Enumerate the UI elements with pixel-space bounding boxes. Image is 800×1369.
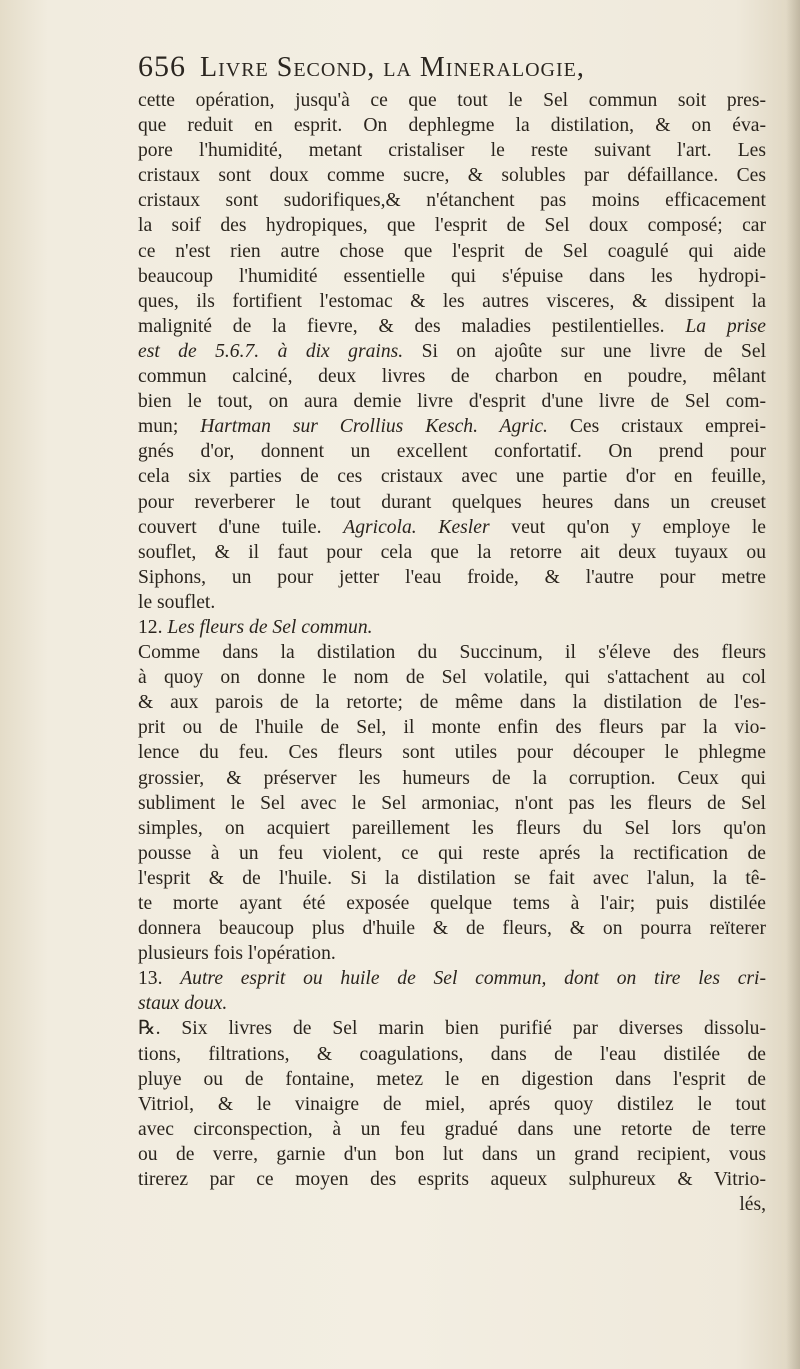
text-line: pousse à un feu violent, ce qui reste aprés la rectification de [138,842,766,864]
text-line: Vitriol, & le vinaigre de miel, aprés quoy distilez le tout [138,1093,766,1115]
text-line: lence du feu. Ces fleurs sont utiles pour découper le phlegme [138,742,766,764]
text-line: ques, ils fortifient l'estomac & les autres visceres, & dissipent la [138,290,766,312]
text-line: cristaux sont sudorifiques,& n'étanchent pas moins efficacement [138,190,766,212]
text-line: lés, [739,1194,766,1216]
text-line: souflet, & il faut pour cela que la retorre ait deux tuyaux ou [138,541,766,563]
text-line: ou de verre, garnie d'un bon lut dans un grand recipient, vous [138,1143,766,1165]
running-header [138,50,758,84]
text-line: ℞. Six livres de Sel marin bien purifié par diverses dissolu- [138,1018,766,1040]
text-line: pluye ou de fontaine, metez le en digestion dans l'esprit de [138,1068,766,1090]
text-line: couvert d'une tuile. Agricola. Kesler veut qu'on y employe le [138,516,766,538]
text-line: simples, on acquiert pareillement les fleurs du Sel lors qu'on [138,817,766,839]
page-edge-shadow [786,0,800,1369]
text-line: & aux parois de la retorte; de même dans la distilation de l'es- [138,692,766,714]
text-line: subliment le Sel avec le Sel armoniac, n'ont pas les fleurs de Sel [138,792,766,814]
text-line: à quoy on donne le nom de Sel volatile, qui s'attachent au col [138,667,766,689]
text-line: est de 5.6.7. à dix grains. Si on ajoûte sur une livre de Sel [138,340,767,362]
text-line: malignité de la fievre, & des maladies pestilentielles. La prise [138,315,767,337]
text-line: prit ou de l'huile de Sel, il monte enfin des fleurs par la vio- [138,717,766,739]
text-line: te morte ayant été exposée quelque tems à l'air; puis distilée [138,893,766,914]
text-line: ce n'est rien autre chose que l'esprit de Sel coagulé qui aide [138,240,766,262]
body-text [138,88,766,1217]
text-line: la soif des hydropiques, que l'esprit de Sel doux composé; car [138,215,766,237]
text-line: donnera beaucoup plus d'huile & de fleurs, & on pourra reïterer [138,918,766,940]
page-number: 656 [138,50,186,83]
text-line: mun; Hartman sur Crollius Kesch. Agric. Ces cristaux emprei- [138,416,766,438]
text-line: bien le tout, on aura demie livre d'esprit d'une livre de Sel com- [138,391,766,413]
text-line: le souflet. [138,591,216,613]
running-title: Livre Second, la Mineralogie, [200,52,585,83]
text-line: Comme dans la distilation du Succinum, il s'éleve des fleurs [138,642,766,664]
text-line: cristaux sont doux comme sucre, & solubles par défaillance. Ces [138,165,766,187]
text-line: plusieurs fois l'opération. [138,943,336,965]
text-line: staux doux. [138,993,228,1015]
text-line: grossier, & préserver les humeurs de la corruption. Ceux qui [138,767,766,789]
text-line: 12. Les fleurs de Sel commun. [138,616,373,638]
text-line: beaucoup l'humidité essentielle qui s'épuise dans les hydropi- [138,265,766,287]
text-line: pore l'humidité, metant cristaliser le reste suivant l'art. Les [138,140,766,162]
text-line: que reduit en esprit. On dephlegme la distilation, & on éva- [138,115,766,137]
text-line: cette opération, jusqu'à ce que tout le Sel commun soit pres- [138,90,766,111]
text-line: avec circonspection, à un feu gradué dans une retorte de terre [138,1118,766,1140]
text-line: tirerez par ce moyen des esprits aqueux sulphureux & Vitrio- [138,1169,766,1191]
text-line: tions, filtrations, & coagulations, dans de l'eau distilée de [138,1043,766,1065]
text-line: commun calciné, deux livres de charbon en poudre, mêlant [138,366,766,388]
text-line: Siphons, un pour jetter l'eau froide, & l'autre pour metre [138,566,766,588]
text-line: cela six parties de ces cristaux avec une partie d'or en feuille, [138,466,766,488]
text-line: l'esprit & de l'huile. Si la distilation se fait avec l'alun, la tê- [138,867,766,889]
text-line: pour reverberer le tout durant quelques heures dans un creuset [138,491,766,513]
text-line: 13. Autre esprit ou huile de Sel commun, dont on tire les cri- [138,968,766,990]
text-line: gnés d'or, donnent un excellent confortatif. On prend pour [138,441,766,463]
